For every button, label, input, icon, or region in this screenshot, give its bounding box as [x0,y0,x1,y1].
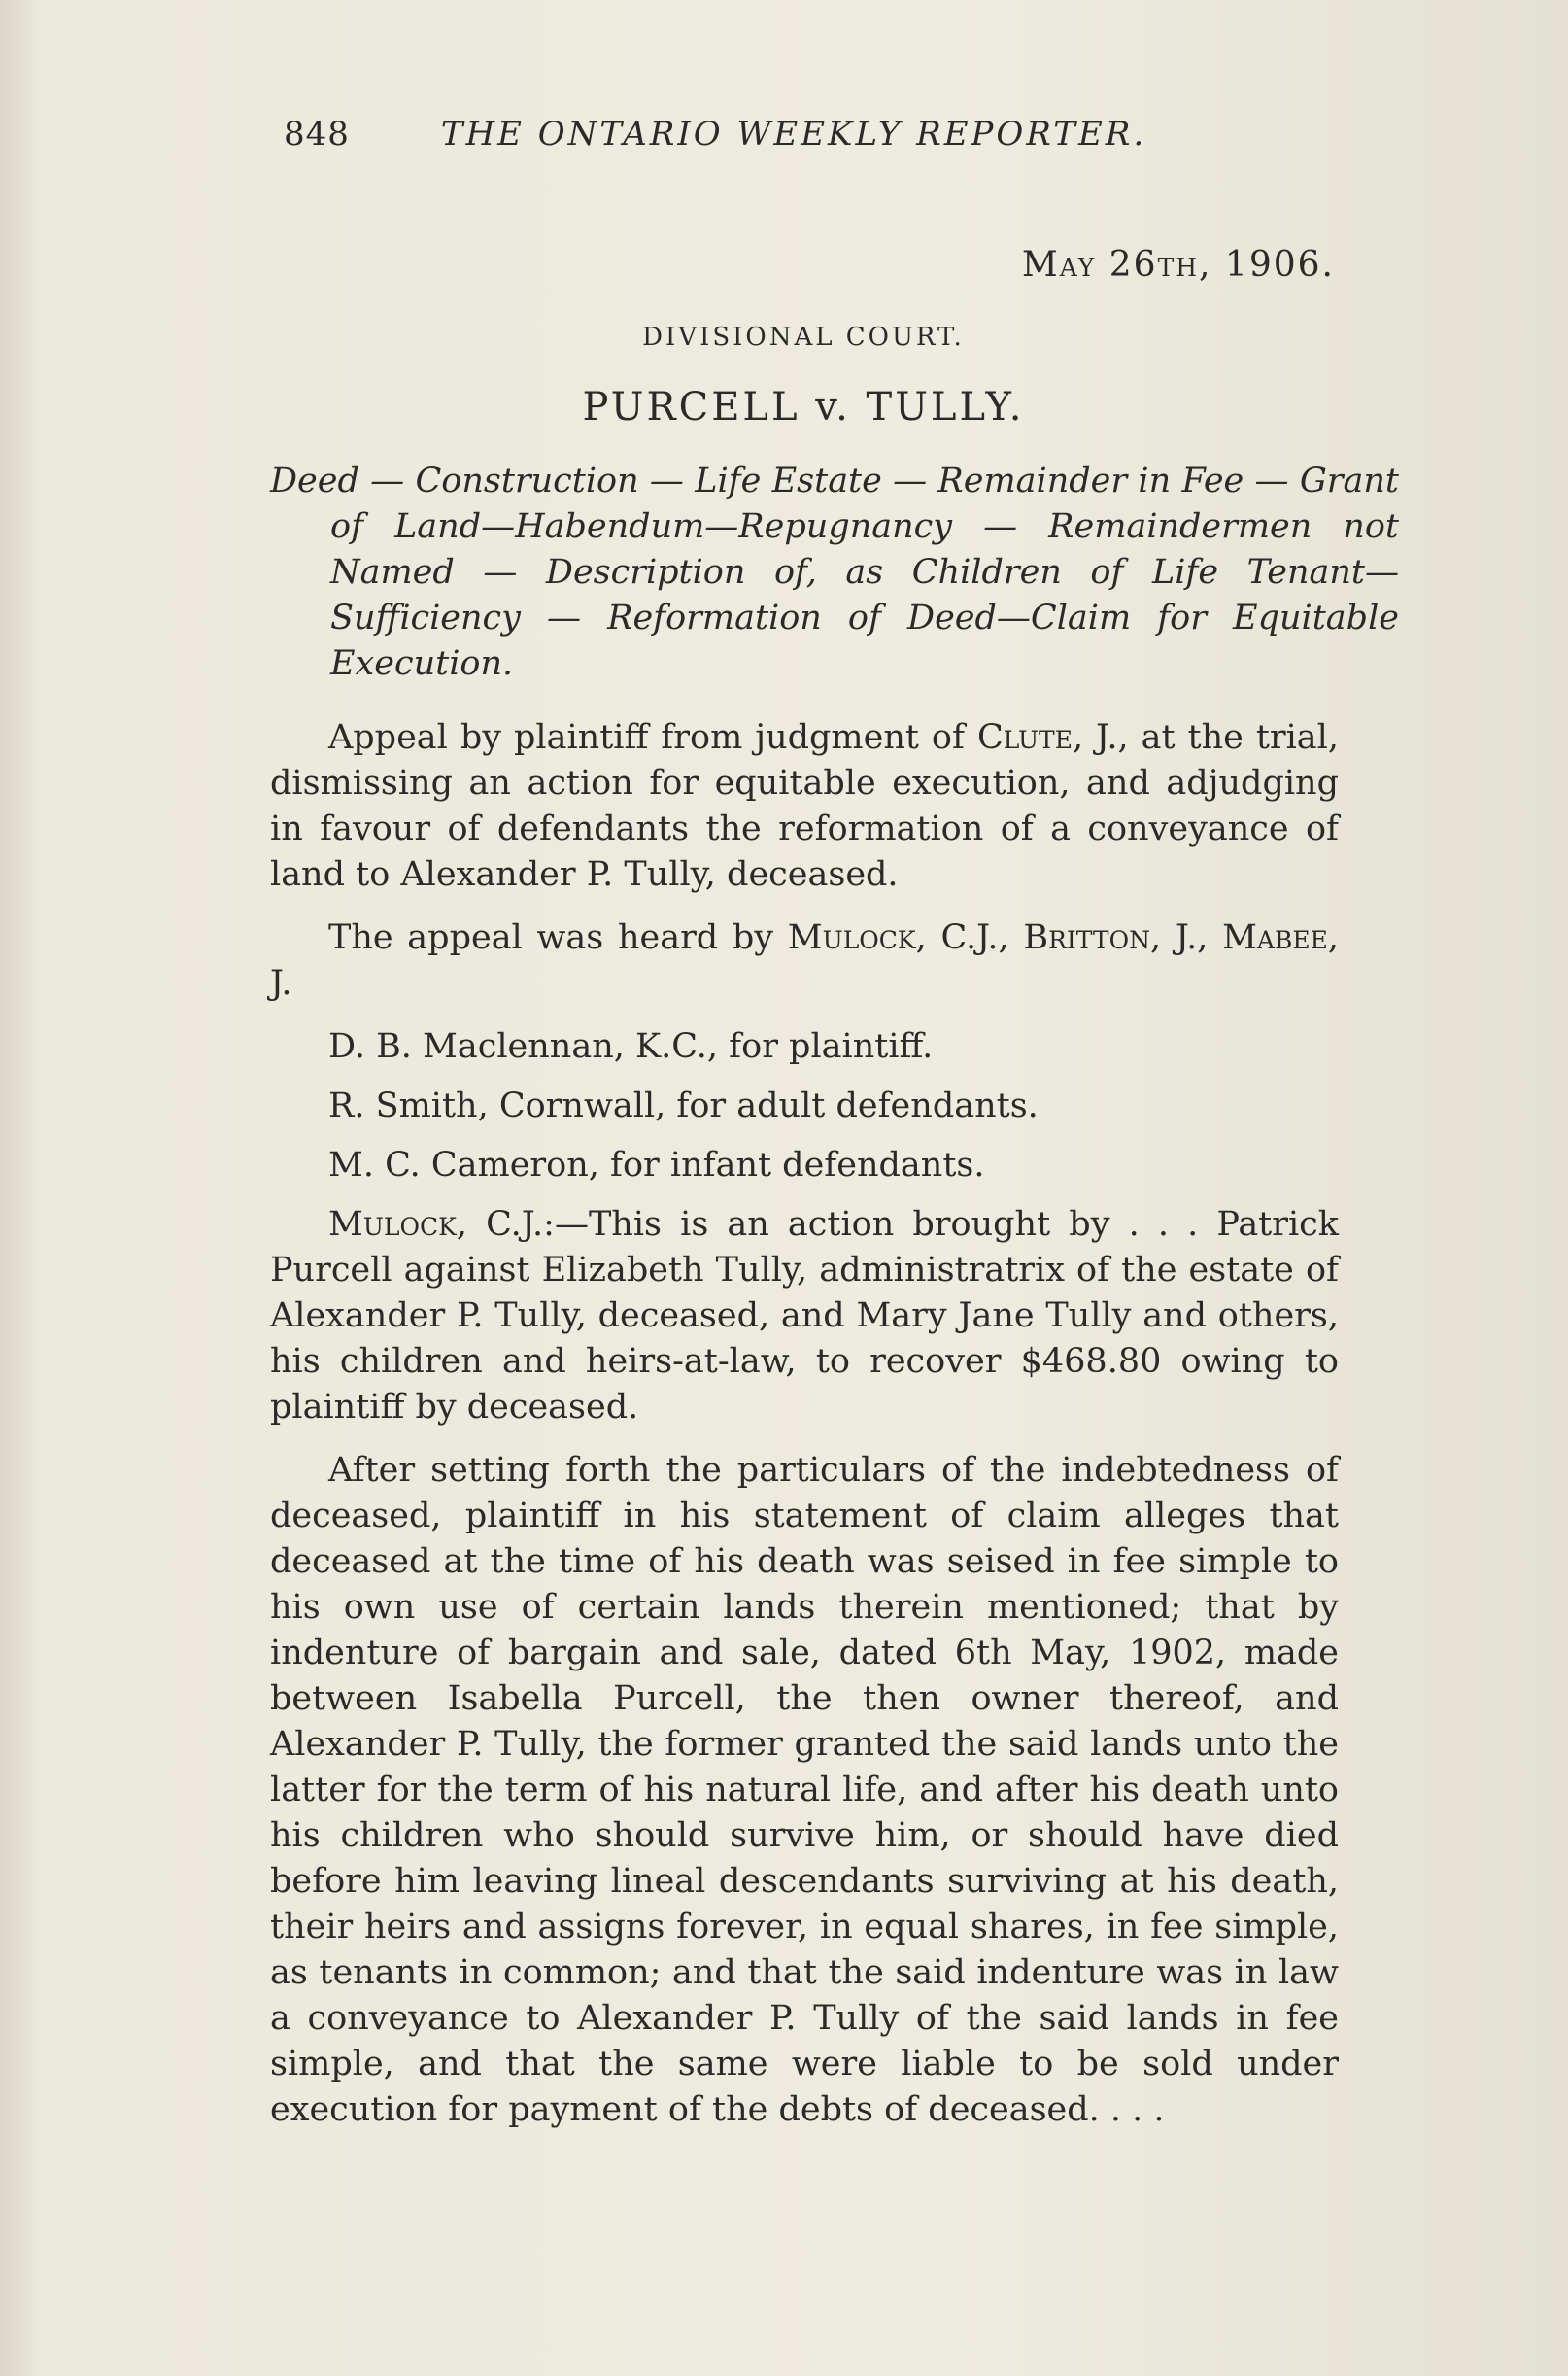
case-title: PURCELL v. TULLY. [582,385,1025,430]
trial-judge-name: Clute [976,718,1073,757]
judge-name-2: Britton [1023,918,1150,957]
judge-name-1: Mulock [787,918,916,957]
judgment-judge-name: Mulock [328,1205,457,1244]
page-number: 848 [284,115,350,154]
running-title: THE ONTARIO WEEKLY REPORTER. [440,115,1147,154]
appeal-text-pre: Appeal by plaintiff from judgment of [328,718,977,757]
court-name: DIVISIONAL COURT. [642,323,965,352]
heard-text-pre: The appeal was heard by [328,918,788,957]
counsel-plaintiff: D. B. Maclennan, K.C., for plaintiff. [328,1027,934,1066]
page-header [284,115,1158,154]
heard-text-mid-1: , C.J., [915,918,1024,957]
heard-text-post: , J. [270,918,1339,1003]
appeal-paragraph [270,715,1339,898]
counsel-infant-defendants: M. C. Cameron, for infant defendants. [328,1146,985,1185]
judge-name-3: Mabee [1222,918,1328,957]
counsel-adult-defendants: R. Smith, Cornwall, for adult defendants. [328,1086,1039,1125]
headnote: Deed — Construction — Life Estate — Remainder in Fee — Grant of Land—Habendum—Repugnancy — Remaindermen not Named — Description of, as Children of Life Tenant—Sufficiency — Reformation of Deed—Claim for Equitable Execution. [270,462,1399,683]
claim-paragraph: After setting forth the particulars of the indebtedness of deceased, plaintiff in his statement of claim alleges that deceased at the time of his death was seised in fee simple to his own use of certain lands therein mentioned; that by indenture of bargain and sale, dated 6th May, 1902, made between Isabella Purcell, the then owner thereof, and Alexander P. Tully, the former granted the said lands unto the latter for the term of his natural life, and after his death unto his children who should survive him, or should have died before him leaving lineal descendants surviving at his death, their heirs and assigns forever, in equal shares, in fee simple, as tenants in common; and that the said indenture was in law a conveyance to Alexander P. Tully of the said lands in fee simple, and that the same were liable to be sold under execution for payment of the debts of deceased. . . . [270,1451,1339,2129]
decision-date: May 26th, 1906. [1021,245,1335,285]
report-body [270,715,1339,2151]
judgment-paragraph [270,1202,1339,1430]
judgment-text: , C.J.:—This is an action brought by . . . Patrick Purcell against Elizabeth Tully, administratrix of the estate of Alexander P. Tully, deceased, and Mary Jane Tully and others, his children and heirs-at-law, to recover $468.80 owing to plaintiff by deceased. [270,1205,1339,1427]
appeal-text-post: , J., at the trial, dismissing an action for equitable execution, and adjudging in favour of defendants the reformation of a conveyance of land to Alexander P. Tully, deceased. [270,718,1339,894]
heard-text-mid-2: , J., [1149,918,1223,957]
heard-paragraph [270,915,1339,1007]
